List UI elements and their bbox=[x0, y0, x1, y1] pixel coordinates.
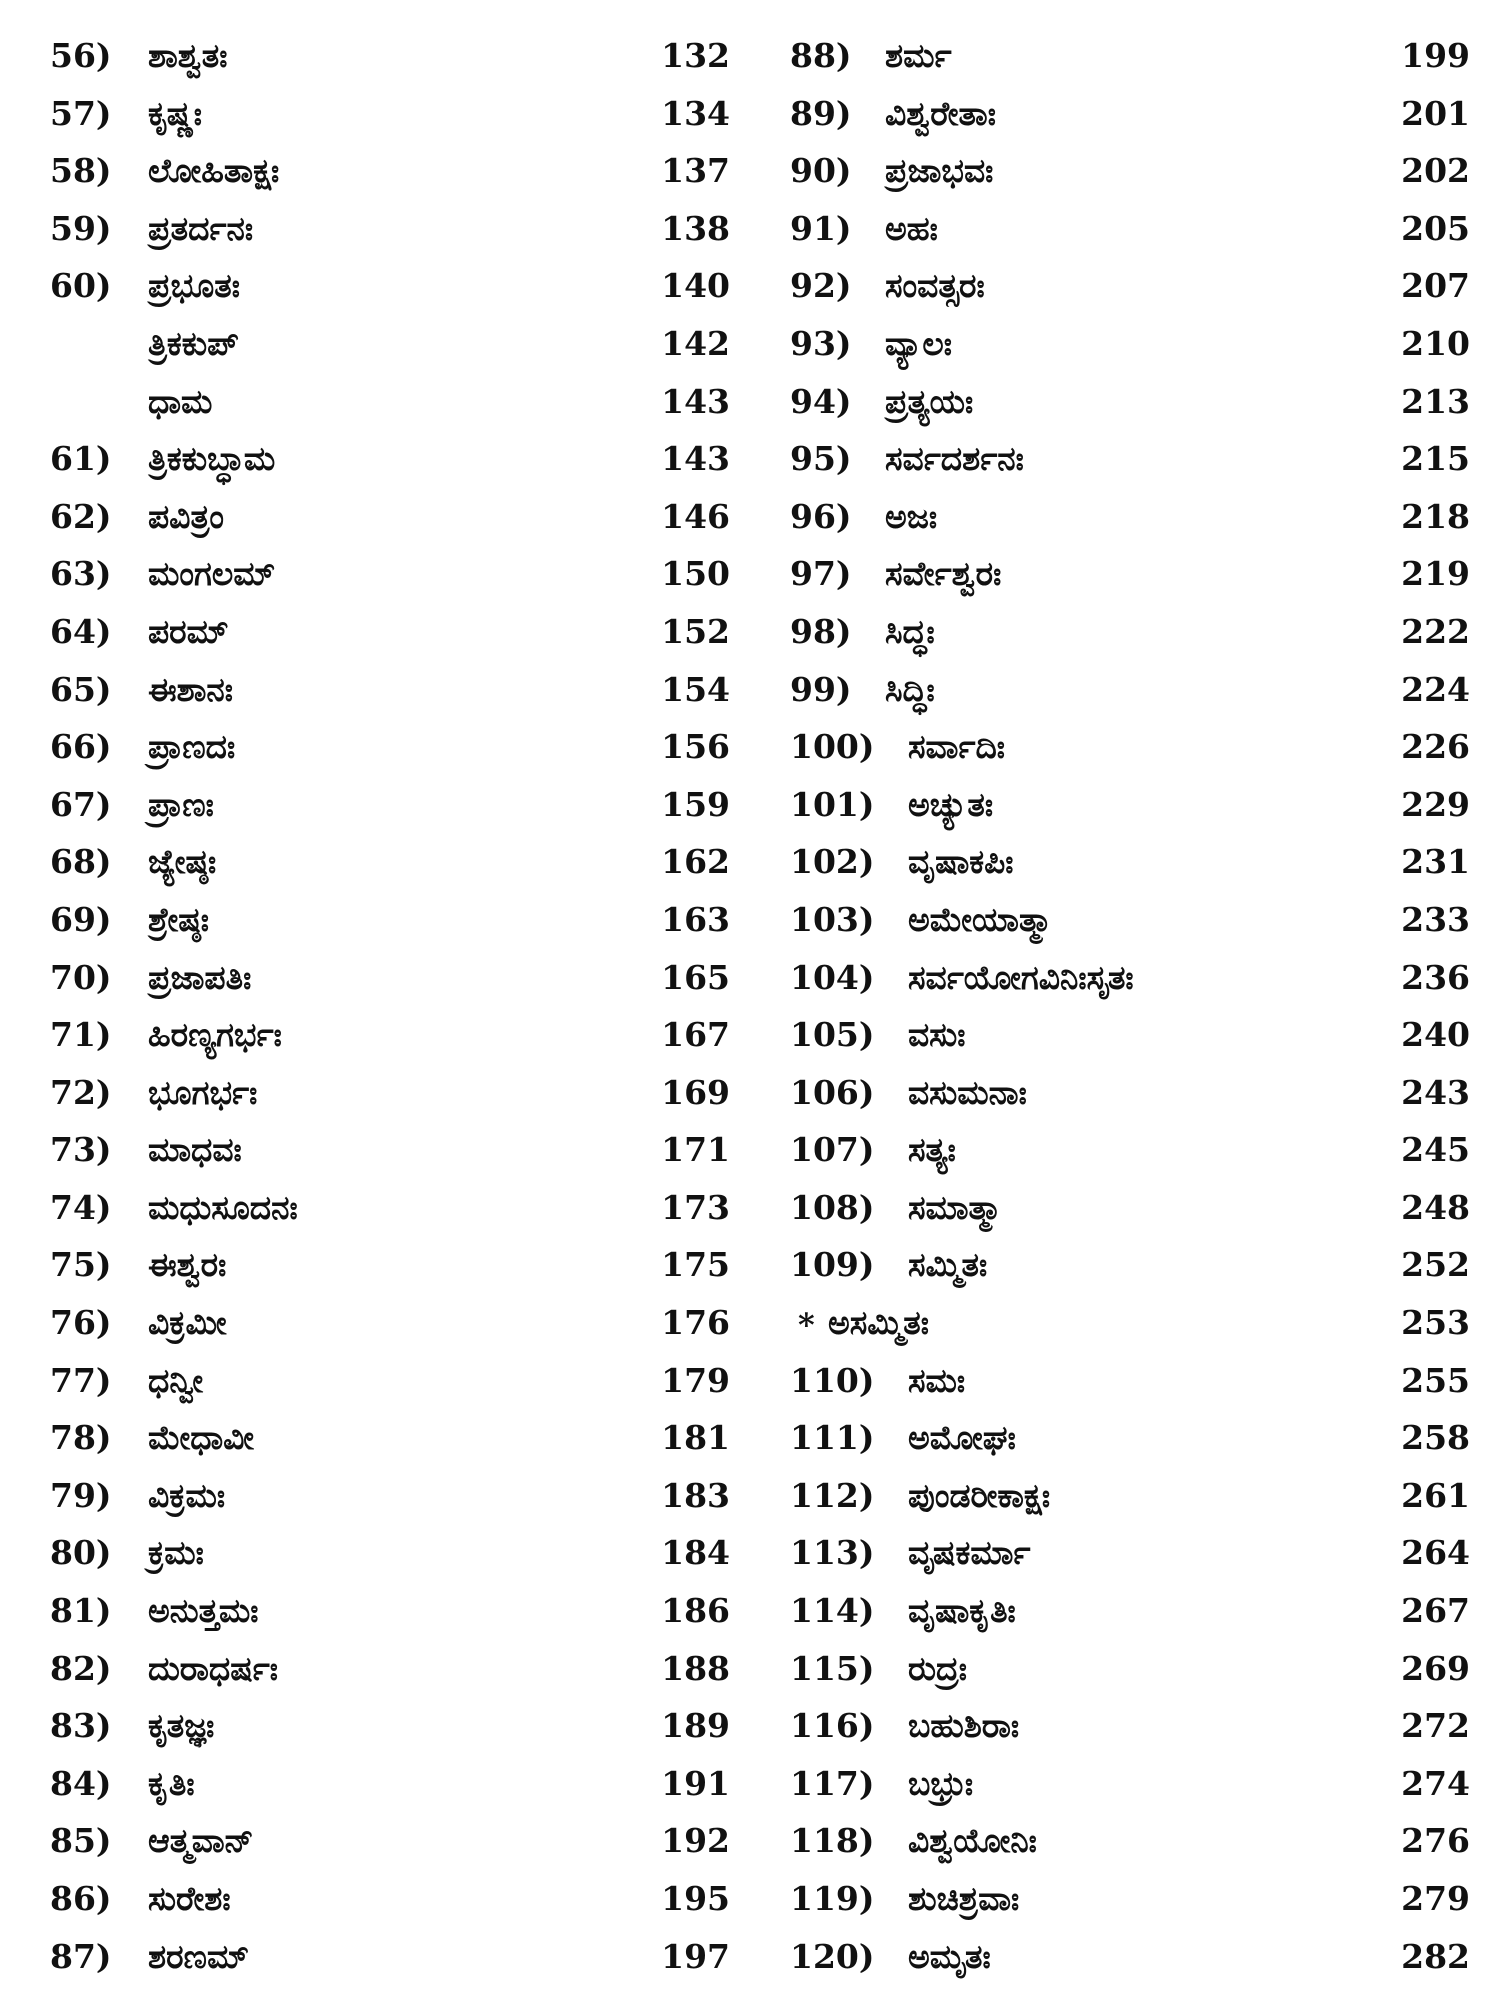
entry-name: ವಸುಃ bbox=[908, 1015, 966, 1055]
entry-page-number: 199 bbox=[1401, 36, 1470, 75]
index-entry bbox=[50, 1065, 730, 1123]
entry-page-number: 179 bbox=[661, 1360, 730, 1400]
entry-name: ಧನ್ವೀ bbox=[148, 1360, 204, 1400]
entry-number: 120) bbox=[790, 1936, 875, 1976]
entry-name: ಪವಿತ್ರಂ bbox=[148, 496, 224, 536]
index-entry bbox=[50, 892, 730, 950]
index-entry bbox=[50, 374, 730, 432]
entry-number: 78) bbox=[50, 1418, 112, 1458]
entry-name: ಪ್ರತರ್ದನಃ bbox=[148, 208, 254, 248]
index-entry bbox=[50, 662, 730, 720]
entry-page-number: 142 bbox=[661, 323, 730, 363]
index-entry bbox=[790, 1583, 1470, 1641]
entry-page-number: 197 bbox=[661, 1936, 730, 1976]
entry-page-number: 253 bbox=[1401, 1303, 1470, 1343]
index-entry bbox=[50, 201, 730, 259]
entry-number: 67) bbox=[50, 784, 112, 824]
entry-number: 94) bbox=[790, 381, 852, 421]
entry-page-number: 143 bbox=[661, 439, 730, 479]
entry-name: ಶುಚಿಶ್ರವಾಃ bbox=[908, 1879, 1020, 1918]
entry-number: 107) bbox=[790, 1130, 875, 1170]
index-entry bbox=[50, 950, 730, 1008]
entry-number: 65) bbox=[50, 669, 112, 709]
entry-page-number: 226 bbox=[1401, 727, 1470, 767]
entry-number: 73) bbox=[50, 1130, 112, 1170]
index-entry bbox=[790, 1525, 1470, 1583]
index-entry bbox=[790, 489, 1470, 547]
index-entry bbox=[790, 1929, 1470, 1987]
index-entry bbox=[790, 258, 1470, 316]
entry-page-number: 186 bbox=[661, 1591, 730, 1631]
index-entry bbox=[50, 1698, 730, 1756]
entry-name: ಸರ್ವಾದಿಃ bbox=[908, 727, 1005, 767]
entry-name: ಪ್ರಭೂತಃ bbox=[148, 266, 240, 306]
entry-number: 118) bbox=[790, 1821, 875, 1861]
index-entry bbox=[50, 1641, 730, 1699]
index-entry bbox=[50, 1122, 730, 1180]
index-entry bbox=[790, 604, 1470, 662]
entry-number: 69) bbox=[50, 899, 112, 939]
entry-number: 66) bbox=[50, 727, 112, 767]
entry-name: ಅಮೋಘಃ bbox=[908, 1418, 1016, 1458]
entry-name: ತ್ರಿಕಕುಪ್ bbox=[148, 323, 239, 363]
entry-name: ಶಾಶ್ವತಃ bbox=[148, 36, 228, 75]
entry-name: ಸರ್ವಯೋಗವಿನಿಃಸೃತಃ bbox=[908, 957, 1134, 997]
entry-page-number: 137 bbox=[661, 151, 730, 191]
entry-page-number: 154 bbox=[661, 669, 730, 709]
entry-page-number: 243 bbox=[1401, 1072, 1470, 1112]
entry-page-number: 183 bbox=[661, 1475, 730, 1515]
entry-number: 92) bbox=[790, 266, 852, 306]
entry-name: ಕೃಷ್ಣಃ bbox=[148, 93, 203, 133]
entry-page-number: 191 bbox=[661, 1763, 730, 1803]
entry-page-number: 210 bbox=[1401, 323, 1470, 363]
entry-name: ವೃಷಾಕಪಿಃ bbox=[908, 842, 1014, 882]
entry-number: 90) bbox=[790, 151, 852, 191]
entry-name: ರುದ್ರಃ bbox=[908, 1648, 967, 1688]
entry-page-number: 171 bbox=[661, 1130, 730, 1170]
index-entry bbox=[790, 1641, 1470, 1699]
entry-page-number: 276 bbox=[1401, 1821, 1470, 1861]
index-entry bbox=[790, 28, 1470, 86]
index-entry bbox=[790, 201, 1470, 259]
entry-number: 103) bbox=[790, 899, 875, 939]
entry-number: 88) bbox=[790, 36, 852, 75]
entry-number: 57) bbox=[50, 93, 112, 133]
entry-page-number: 146 bbox=[661, 496, 730, 536]
entry-page-number: 140 bbox=[661, 266, 730, 306]
entry-name: ಭೂಗರ್ಭಃ bbox=[148, 1072, 258, 1112]
index-entry bbox=[790, 431, 1470, 489]
entry-name: ಸಂವತ್ಸರಃ bbox=[885, 266, 985, 306]
entry-page-number: 195 bbox=[661, 1879, 730, 1918]
index-entry bbox=[50, 1468, 730, 1526]
entry-name: ಮೇಧಾವೀ bbox=[148, 1418, 254, 1458]
entry-name: ಪುಂಡರೀಕಾಕ್ಷಃ bbox=[908, 1475, 1051, 1515]
entry-page-number: 150 bbox=[661, 554, 730, 594]
entry-page-number: 231 bbox=[1401, 842, 1470, 882]
entry-number: 70) bbox=[50, 957, 112, 997]
entry-number: 56) bbox=[50, 36, 112, 75]
entry-page-number: 274 bbox=[1401, 1763, 1470, 1803]
entry-name: ಪ್ರಜಾಪತಿಃ bbox=[148, 957, 252, 997]
entry-name: ಸಮಃ bbox=[908, 1360, 966, 1400]
entry-number: 114) bbox=[790, 1591, 875, 1631]
index-entry bbox=[50, 1813, 730, 1871]
entry-name: ಹಿರಣ್ಯಗರ್ಭಃ bbox=[148, 1015, 282, 1055]
index-entry bbox=[50, 1871, 730, 1929]
index-entry bbox=[790, 1237, 1470, 1295]
entry-name: ವಿಕ್ರಮಃ bbox=[148, 1475, 226, 1515]
entry-page-number: 222 bbox=[1401, 611, 1470, 651]
entry-page-number: 202 bbox=[1401, 151, 1470, 191]
entry-name: ವೃಷಕರ್ಮಾ bbox=[908, 1533, 1031, 1573]
index-column-right bbox=[790, 28, 1470, 1986]
entry-number: 117) bbox=[790, 1763, 875, 1803]
index-entry bbox=[50, 86, 730, 144]
index-entry bbox=[50, 1295, 730, 1353]
index-entry bbox=[790, 1871, 1470, 1929]
entry-page-number: 252 bbox=[1401, 1245, 1470, 1285]
entry-page-number: 218 bbox=[1401, 496, 1470, 536]
entry-page-number: 279 bbox=[1401, 1879, 1470, 1918]
entry-page-number: 248 bbox=[1401, 1187, 1470, 1227]
entry-name: ವಿಶ್ವಯೋನಿಃ bbox=[908, 1821, 1037, 1861]
entry-number: 76) bbox=[50, 1303, 112, 1343]
entry-name: ವಿಕ್ರಮೀ bbox=[148, 1303, 227, 1343]
entry-number: 104) bbox=[790, 957, 875, 997]
entry-number: 108) bbox=[790, 1187, 875, 1227]
index-entry bbox=[790, 1813, 1470, 1871]
entry-number: 93) bbox=[790, 323, 852, 363]
index-entry bbox=[790, 1410, 1470, 1468]
index-column-left bbox=[50, 28, 730, 1986]
entry-name: ಅಚ್ಯುತಃ bbox=[908, 784, 994, 824]
index-entry bbox=[790, 719, 1470, 777]
entry-number: 101) bbox=[790, 784, 875, 824]
entry-page-number: 152 bbox=[661, 611, 730, 651]
entry-number: 116) bbox=[790, 1706, 875, 1746]
index-entry bbox=[790, 950, 1470, 1008]
entry-page-number: 169 bbox=[661, 1072, 730, 1112]
entry-page-number: 134 bbox=[661, 93, 730, 133]
entry-name: ಕೃತಿಃ bbox=[148, 1763, 195, 1803]
entry-page-number: 229 bbox=[1401, 784, 1470, 824]
entry-page-number: 215 bbox=[1401, 439, 1470, 479]
entry-page-number: 132 bbox=[661, 36, 730, 75]
entry-number: 98) bbox=[790, 611, 852, 651]
entry-number: 64) bbox=[50, 611, 112, 651]
entry-page-number: 192 bbox=[661, 1821, 730, 1861]
entry-name: ಅಜಃ bbox=[885, 496, 938, 536]
index-entry bbox=[50, 1410, 730, 1468]
entry-number: 119) bbox=[790, 1879, 875, 1918]
entry-page-number: 188 bbox=[661, 1648, 730, 1688]
entry-name: ವೃಷಾಕೃತಿಃ bbox=[908, 1591, 1016, 1631]
entry-page-number: 165 bbox=[661, 957, 730, 997]
entry-name: ಶರ್ಮ bbox=[885, 36, 952, 75]
entry-page-number: 181 bbox=[661, 1418, 730, 1458]
index-entry bbox=[790, 834, 1470, 892]
entry-name: ಪರಮ್ bbox=[148, 611, 229, 651]
entry-page-number: 240 bbox=[1401, 1015, 1470, 1055]
entry-page-number: 156 bbox=[661, 727, 730, 767]
entry-page-number: 175 bbox=[661, 1245, 730, 1285]
index-entry bbox=[790, 777, 1470, 835]
entry-page-number: 224 bbox=[1401, 669, 1470, 709]
entry-number: 81) bbox=[50, 1591, 112, 1631]
entry-number: 89) bbox=[790, 93, 852, 133]
entry-number: 96) bbox=[790, 496, 852, 536]
entry-page-number: 143 bbox=[661, 381, 730, 421]
index-entry bbox=[790, 1122, 1470, 1180]
entry-number: 109) bbox=[790, 1245, 875, 1285]
entry-name: ಬಹುಶಿರಾಃ bbox=[908, 1706, 1020, 1746]
entry-page-number: 159 bbox=[661, 784, 730, 824]
index-entry bbox=[50, 1353, 730, 1411]
index-entry bbox=[790, 1065, 1470, 1123]
index-entry bbox=[50, 1180, 730, 1238]
entry-name: ಪ್ರತ್ಯಯಃ bbox=[885, 381, 974, 421]
index-entry bbox=[50, 1525, 730, 1583]
entry-page-number: 272 bbox=[1401, 1706, 1470, 1746]
entry-name: ವಿಶ್ವರೇತಾಃ bbox=[885, 93, 996, 133]
index-entry bbox=[50, 489, 730, 547]
entry-number: 85) bbox=[50, 1821, 112, 1861]
entry-page-number: 255 bbox=[1401, 1360, 1470, 1400]
entry-name: ಸಮಾತ್ಮಾ bbox=[908, 1187, 1003, 1227]
entry-name: ಸಿದ್ಧಿಃ bbox=[885, 669, 935, 709]
entry-number: 68) bbox=[50, 842, 112, 882]
index-entry bbox=[790, 1698, 1470, 1756]
entry-name: ಧಾಮ bbox=[148, 381, 213, 421]
entry-name: ಶರಣಮ್ bbox=[148, 1936, 250, 1976]
entry-number: 62) bbox=[50, 496, 112, 536]
entry-page-number: 267 bbox=[1401, 1591, 1470, 1631]
entry-name: ಕ್ರಮಃ bbox=[148, 1533, 204, 1573]
entry-number: 61) bbox=[50, 439, 112, 479]
entry-number: 115) bbox=[790, 1648, 875, 1688]
entry-number: 58) bbox=[50, 151, 112, 191]
index-entry bbox=[790, 546, 1470, 604]
entry-number: 75) bbox=[50, 1245, 112, 1285]
entry-page-number: 245 bbox=[1401, 1130, 1470, 1170]
entry-number: 105) bbox=[790, 1015, 875, 1055]
entry-name: ಸರ್ವದರ್ಶನಃ bbox=[885, 439, 1024, 479]
entry-number: 113) bbox=[790, 1533, 875, 1573]
entry-number: 80) bbox=[50, 1533, 112, 1573]
entry-name: ಸರ್ವೇಶ್ವರಃ bbox=[885, 554, 1002, 594]
asterisk-icon: * bbox=[798, 1306, 815, 1345]
entry-name: ಲೋಹಿತಾಕ್ಷಃ bbox=[148, 151, 280, 191]
entry-number: 97) bbox=[790, 554, 852, 594]
entry-name: ಅಸಮ್ಮಿತಃ bbox=[828, 1303, 930, 1343]
entry-number: 82) bbox=[50, 1648, 112, 1688]
entry-name: ವ್ಯಾಲಃ bbox=[885, 323, 952, 363]
entry-page-number: 162 bbox=[661, 842, 730, 882]
entry-name: ಮಾಧವಃ bbox=[148, 1130, 242, 1170]
index-entry bbox=[50, 28, 730, 86]
entry-name: ಪ್ರಜಾಭವಃ bbox=[885, 151, 994, 191]
entry-name: ಸುರೇಶಃ bbox=[148, 1879, 231, 1918]
index-entry bbox=[50, 604, 730, 662]
entry-name: ಜ್ಯೇಷ್ಠಃ bbox=[148, 842, 217, 882]
index-entry bbox=[790, 1007, 1470, 1065]
entry-page-number: 264 bbox=[1401, 1533, 1470, 1573]
entry-number: 63) bbox=[50, 554, 112, 594]
entry-number: 111) bbox=[790, 1418, 875, 1458]
entry-page-number: 184 bbox=[661, 1533, 730, 1573]
entry-page-number: 233 bbox=[1401, 899, 1470, 939]
entry-name: ತ್ರಿಕಕುಬ್ಧಾಮ bbox=[148, 439, 276, 479]
index-entry bbox=[50, 1007, 730, 1065]
index-entry bbox=[790, 892, 1470, 950]
entry-page-number: 236 bbox=[1401, 957, 1470, 997]
index-entry bbox=[50, 1583, 730, 1641]
entry-number: 59) bbox=[50, 208, 112, 248]
entry-page-number: 167 bbox=[661, 1015, 730, 1055]
entry-name: ಅಮೃತಃ bbox=[908, 1936, 991, 1976]
entry-name: ದುರಾಧರ್ಷಃ bbox=[148, 1648, 278, 1688]
entry-number: 71) bbox=[50, 1015, 112, 1055]
entry-page-number: 258 bbox=[1401, 1418, 1470, 1458]
entry-page-number: 282 bbox=[1401, 1936, 1470, 1976]
index-entry bbox=[790, 1756, 1470, 1814]
entry-number: 77) bbox=[50, 1360, 112, 1400]
entry-page-number: 173 bbox=[661, 1187, 730, 1227]
entry-page-number: 269 bbox=[1401, 1648, 1470, 1688]
entry-name: ಸಿದ್ಧಃ bbox=[885, 611, 935, 651]
entry-name: ಅಮೇಯಾತ್ಮಾ bbox=[908, 899, 1053, 939]
index-entry bbox=[790, 662, 1470, 720]
entry-page-number: 213 bbox=[1401, 381, 1470, 421]
index-entry bbox=[50, 834, 730, 892]
index-entry bbox=[790, 1353, 1470, 1411]
entry-name: ಈಶ್ವರಃ bbox=[148, 1245, 227, 1285]
entry-number: 84) bbox=[50, 1763, 112, 1803]
index-entry bbox=[790, 316, 1470, 374]
index-entry bbox=[790, 374, 1470, 432]
index-entry bbox=[50, 719, 730, 777]
entry-number: 100) bbox=[790, 727, 875, 767]
entry-name: ಈಶಾನಃ bbox=[148, 669, 233, 709]
entry-name: ವಸುಮನಾಃ bbox=[908, 1072, 1027, 1112]
index-entry bbox=[50, 258, 730, 316]
index-entry bbox=[50, 143, 730, 201]
entry-number: 102) bbox=[790, 842, 875, 882]
entry-number: 86) bbox=[50, 1879, 112, 1918]
index-entry bbox=[50, 316, 730, 374]
entry-number: 91) bbox=[790, 208, 852, 248]
entry-name: ಶ್ರೇಷ್ಠಃ bbox=[148, 899, 209, 939]
entry-number: 112) bbox=[790, 1475, 875, 1515]
entry-number: 83) bbox=[50, 1706, 112, 1746]
entry-number: 74) bbox=[50, 1187, 112, 1227]
index-entry bbox=[790, 1295, 1470, 1353]
entry-number: 60) bbox=[50, 266, 112, 306]
entry-name: ಬಭ್ರುಃ bbox=[908, 1763, 974, 1803]
entry-number: 87) bbox=[50, 1936, 112, 1976]
index-entry bbox=[790, 1468, 1470, 1526]
entry-page-number: 219 bbox=[1401, 554, 1470, 594]
entry-name: ಕೃತಜ್ಞಃ bbox=[148, 1706, 215, 1746]
entry-name: ಮಂಗಲಮ್ bbox=[148, 554, 276, 594]
index-entry bbox=[50, 431, 730, 489]
index-entry bbox=[50, 1929, 730, 1987]
index-entry bbox=[50, 546, 730, 604]
entry-number: 99) bbox=[790, 669, 852, 709]
entry-page-number: 176 bbox=[661, 1303, 730, 1343]
entry-number: 72) bbox=[50, 1072, 112, 1112]
entry-name: ಆತ್ಮವಾನ್ bbox=[148, 1821, 254, 1861]
entry-page-number: 163 bbox=[661, 899, 730, 939]
index-entry bbox=[790, 1180, 1470, 1238]
entry-page-number: 205 bbox=[1401, 208, 1470, 248]
entry-number: 106) bbox=[790, 1072, 875, 1112]
entry-name: ಅಹಃ bbox=[885, 208, 938, 248]
entry-number: 95) bbox=[790, 439, 852, 479]
index-entry bbox=[50, 1237, 730, 1295]
entry-name: ಸಮ್ಮಿತಃ bbox=[908, 1245, 988, 1285]
entry-page-number: 138 bbox=[661, 208, 730, 248]
entry-page-number: 201 bbox=[1401, 93, 1470, 133]
entry-name: ಅನುತ್ತಮಃ bbox=[148, 1591, 259, 1631]
index-entry bbox=[790, 143, 1470, 201]
entry-name: ಮಧುಸೂದನಃ bbox=[148, 1187, 298, 1227]
entry-name: ಪ್ರಾಣದಃ bbox=[148, 727, 236, 767]
entry-name: ಸತ್ಯಃ bbox=[908, 1130, 956, 1170]
entry-page-number: 207 bbox=[1401, 266, 1470, 306]
entry-name: ಪ್ರಾಣಃ bbox=[148, 784, 214, 824]
entry-number: 110) bbox=[790, 1360, 875, 1400]
entry-page-number: 261 bbox=[1401, 1475, 1470, 1515]
index-entry bbox=[790, 86, 1470, 144]
entry-number: 79) bbox=[50, 1475, 112, 1515]
index-entry bbox=[50, 1756, 730, 1814]
entry-page-number: 189 bbox=[661, 1706, 730, 1746]
index-entry bbox=[50, 777, 730, 835]
